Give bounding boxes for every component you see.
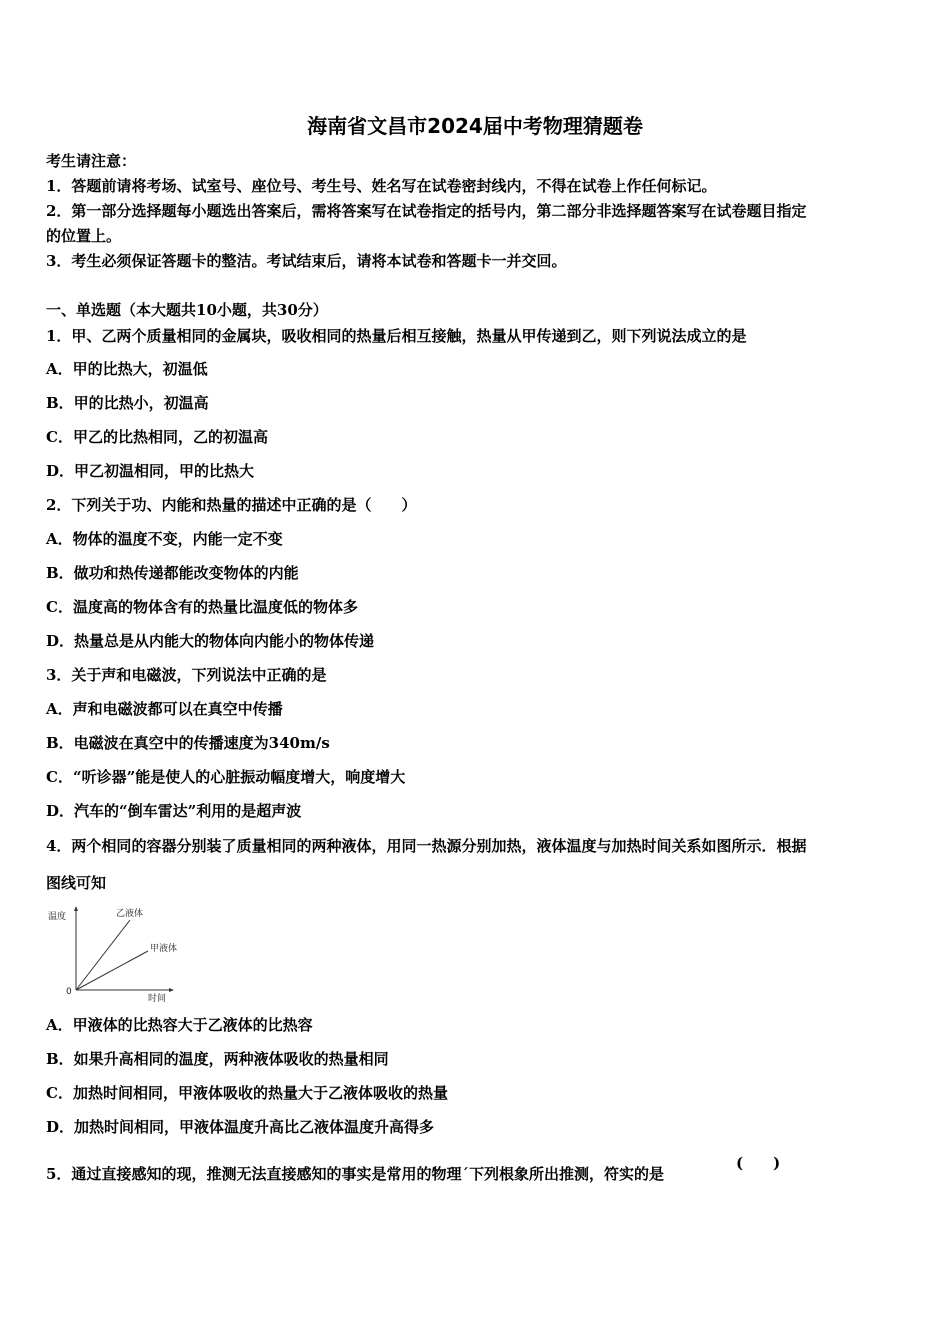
page-title: 海南省文昌市2024届中考物理猜题卷 <box>307 114 643 138</box>
section-heading: 一、单选题（本大题共10小题，共30分） <box>46 301 328 319</box>
q1-option-d: D．甲乙初温相同，甲的比热大 <box>46 462 255 480</box>
q5-stem: 5．通过直接感知的现，推测无法直接感知的事实是常用的物理ˊ下列根象所出推测，符实的是 <box>46 1165 664 1183</box>
q4-option-d: D．加热时间相同，甲液体温度升高比乙液体温度升高得多 <box>46 1118 435 1136</box>
q4-option-b: B．如果升高相同的温度，两种液体吸收的热量相同 <box>46 1050 389 1068</box>
q3-option-c: C．“听诊器”能是使人的心脏振动幅度增大，响度增大 <box>46 768 406 786</box>
chart-label-yi: 乙液体 <box>116 909 144 919</box>
q4-option-c: C．加热时间相同，甲液体吸收的热量大于乙液体吸收的热量 <box>46 1084 448 1102</box>
q5-answer-paren: ( ) <box>736 1154 781 1172</box>
chart-ylabel: 温度 <box>48 912 67 922</box>
notice-item-2-cont: 的位置上。 <box>46 227 122 245</box>
q3-option-a: A．声和电磁波都可以在真空中传播 <box>46 700 283 718</box>
chart-xlabel: 时间 <box>148 994 167 1004</box>
notice-item-1: 1．答题前请将考场、试室号、座位号、考生号、姓名写在试卷密封线内，不得在试卷上作任何标记。 <box>46 177 717 195</box>
q1-option-c: C．甲乙的比热相同，乙的初温高 <box>46 428 268 446</box>
notice-item-2: 2．第一部分选择题每小题选出答案后，需将答案写在试卷指定的括号内，第二部分非选择题答案写在试卷题目指定 <box>46 202 807 220</box>
q2-option-c: C．温度高的物体含有的热量比温度低的物体多 <box>46 598 358 616</box>
q1-option-b: B．甲的比热小，初温高 <box>46 394 209 412</box>
notice-heading: 考生请注意： <box>46 152 137 170</box>
chart-origin: 0 <box>66 987 72 997</box>
q4-option-a: A．甲液体的比热容大于乙液体的比热容 <box>46 1016 313 1034</box>
q3-stem: 3．关于声和电磁波，下列说法中正确的是 <box>46 666 327 684</box>
chart-label-jia: 甲液体 <box>150 944 178 954</box>
x-axis-arrow <box>169 988 174 992</box>
q3-option-d: D．汽车的“倒车雷达”利用的是超声波 <box>46 802 302 820</box>
line-jia <box>76 951 148 990</box>
q2-option-b: B．做功和热传递都能改变物体的内能 <box>46 564 299 582</box>
q1-option-a: A．甲的比热大，初温低 <box>46 360 208 378</box>
q4-stem-line2: 图线可知 <box>46 874 107 892</box>
line-yi <box>76 920 130 990</box>
q3-option-b: B．电磁波在真空中的传播速度为340m/s <box>46 734 330 752</box>
notice-item-3: 3．考生必须保证答题卡的整洁。考试结束后，请将本试卷和答题卡一并交回。 <box>46 252 567 270</box>
q2-stem: 2．下列关于功、内能和热量的描述中正确的是（ ） <box>46 496 417 514</box>
q4-chart <box>44 904 184 1004</box>
q2-option-a: A．物体的温度不变，内能一定不变 <box>46 530 283 548</box>
y-axis-arrow <box>74 906 78 911</box>
q4-stem-line1: 4．两个相同的容器分别装了质量相同的两种液体，用同一热源分别加热，液体温度与加热时间关系如图所示．根据 <box>46 837 807 855</box>
q2-option-d: D．热量总是从内能大的物体向内能小的物体传递 <box>46 632 375 650</box>
q1-stem: 1．甲、乙两个质量相同的金属块，吸收相同的热量后相互接触，热量从甲传递到乙，则下列说法成立的是 <box>46 327 747 345</box>
